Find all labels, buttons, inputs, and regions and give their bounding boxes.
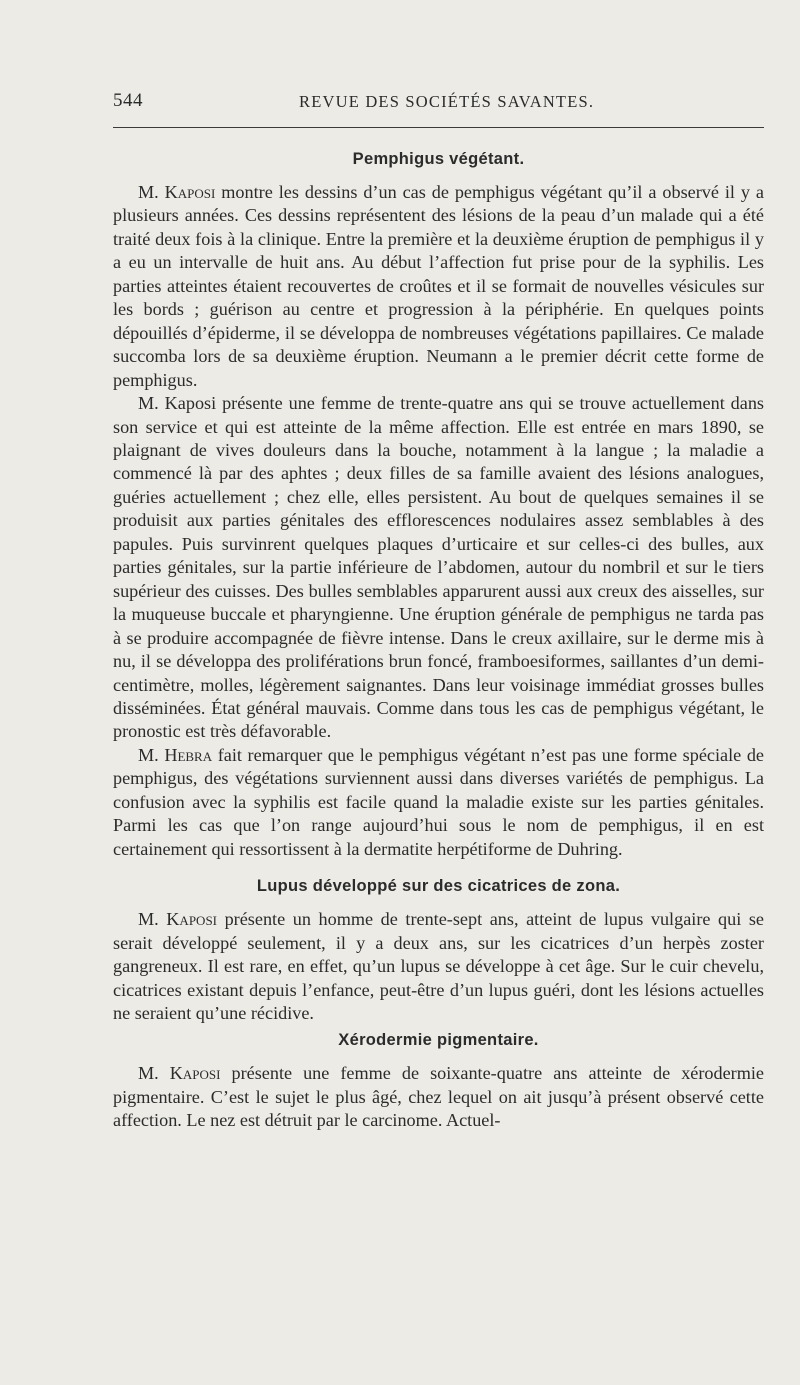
author-name: Kaposi (164, 393, 217, 414)
page-number: 544 (113, 90, 143, 111)
paragraph-prefix: M. (138, 909, 167, 930)
author-name: Kaposi (164, 182, 216, 202)
paragraph (113, 908, 764, 1025)
paragraph-text: présente une femme de trente-quatre ans qui se trouve actuellement dans son service et qui est atteinte de la même affection. Elle est entrée en mars 1890, se plaignant de vives douleurs dans la bouche, notamment à la langue ; la maladie a commencé là par des aphtes ; deux filles de sa famille avaient des lésions analogues, guéries actuellement ; chez elle, elles persistent. Au bout de quelques semaines il se produisit aux parties génitales des efflorescences nodulaires assez semblables à des papules. Puis survinrent quelques plaques d’urticaire et sur celles-ci des bulles, aux parties génitales, sur la partie inférieure de l’abdomen, autour du nombril et sur le tiers supérieur des cuisses. Des bulles semblables apparurent aussi aux creux des aisselles, sur la muqueuse buccale et pharyngienne. Une éruption générale de pemphigus ne tarda pas à se produire accompagnée de fièvre intense. Dans le creux axillaire, sur le derme mis à nu, il se développa des proliférations brun foncé, framboesiformes, saillantes d’un demi-centimètre, molles, légèrement saignantes. Dans leur voisinage immédiat grosses bulles disséminées. État général mauvais. Comme dans tous les cas de pemphigus végétant, le pronostic est très défavorable. (113, 393, 764, 742)
author-name: Kaposi (169, 1063, 221, 1084)
paragraph-prefix: M. (138, 393, 165, 414)
page-header (113, 90, 763, 114)
running-title: REVUE DES SOCIÉTÉS SAVANTES. (299, 92, 595, 111)
section-heading-xerodermie: Xérodermie pigmentaire. (338, 1031, 539, 1050)
paragraph-prefix: M. (138, 1063, 170, 1084)
section-heading-lupus: Lupus développé sur des cicatrices de zona. (256, 877, 621, 896)
section-heading-pemphigus: Pemphigus végétant. (352, 150, 525, 168)
paragraph-text: montre les dessins d’un cas de pemphigus végétant qu’il a observé il y a plusieurs années. Ces dessins représentent des lésions de la peau d’un malade qui a été traité deux fois à la clinique. Entre la première et la deuxième éruption de pemphigus il y a eu un intervalle de huit ans. Au début l’affection fut prise pour de la syphilis. Les parties atteintes étaient recouvertes de croûtes et il se formait de nouvelles vésicules sur les bords ; guérison au centre et progression à la périphérie. En quelques points dépouillés d’épiderme, il se développa de nombreuses végétations papillaires. Ce malade succomba lors de sa deuxième éruption. Neumann a le premier décrit cette forme de pemphigus. (113, 182, 764, 390)
paragraph-prefix: M. (138, 182, 165, 202)
article-body (113, 150, 764, 1133)
header-rule (113, 127, 764, 128)
paragraph-prefix: M. (138, 744, 165, 765)
paragraph (113, 744, 764, 861)
paragraph (113, 181, 764, 392)
paragraph-text: présente une femme de soixante-quatre ans atteinte de xérodermie pigmentaire. C’est le sujet le plus âgé, chez lequel on ait jusqu’à présent observé cette affection. Le nez est détruit par le carcinome. Actuel- (113, 1063, 765, 1131)
paragraph (113, 1062, 764, 1132)
author-name: Kaposi (166, 909, 217, 930)
author-name: Hebra (164, 744, 213, 765)
paragraph-text: fait remarquer que le pemphigus végétant n’est pas une forme spéciale de pemphigus, des végétations surviennent aussi dans diverses variétés de pemphigus. La confusion avec la syphilis est facile quand la maladie existe sur les parties génitales. Parmi les cas que l’on range aujourd’hui sous le nom de pemphigus, il en est certainement qui ressortissent à la dermatite herpétiforme de Duhring. (113, 744, 764, 859)
paragraph-text: présente un homme de trente-sept ans, atteint de lupus vulgaire qui se serait développé seulement, il y a deux ans, sur les cicatrices d’un herpès zoster gangreneux. Il est rare, en effet, qu’un lupus se développe à cet âge. Sur le cuir chevelu, cicatrices existant depuis l’enfance, peut-être d’un lupus guéri, dont les lésions actuelles ne seraient qu’une récidive. (113, 909, 764, 1023)
paragraph (113, 392, 764, 744)
